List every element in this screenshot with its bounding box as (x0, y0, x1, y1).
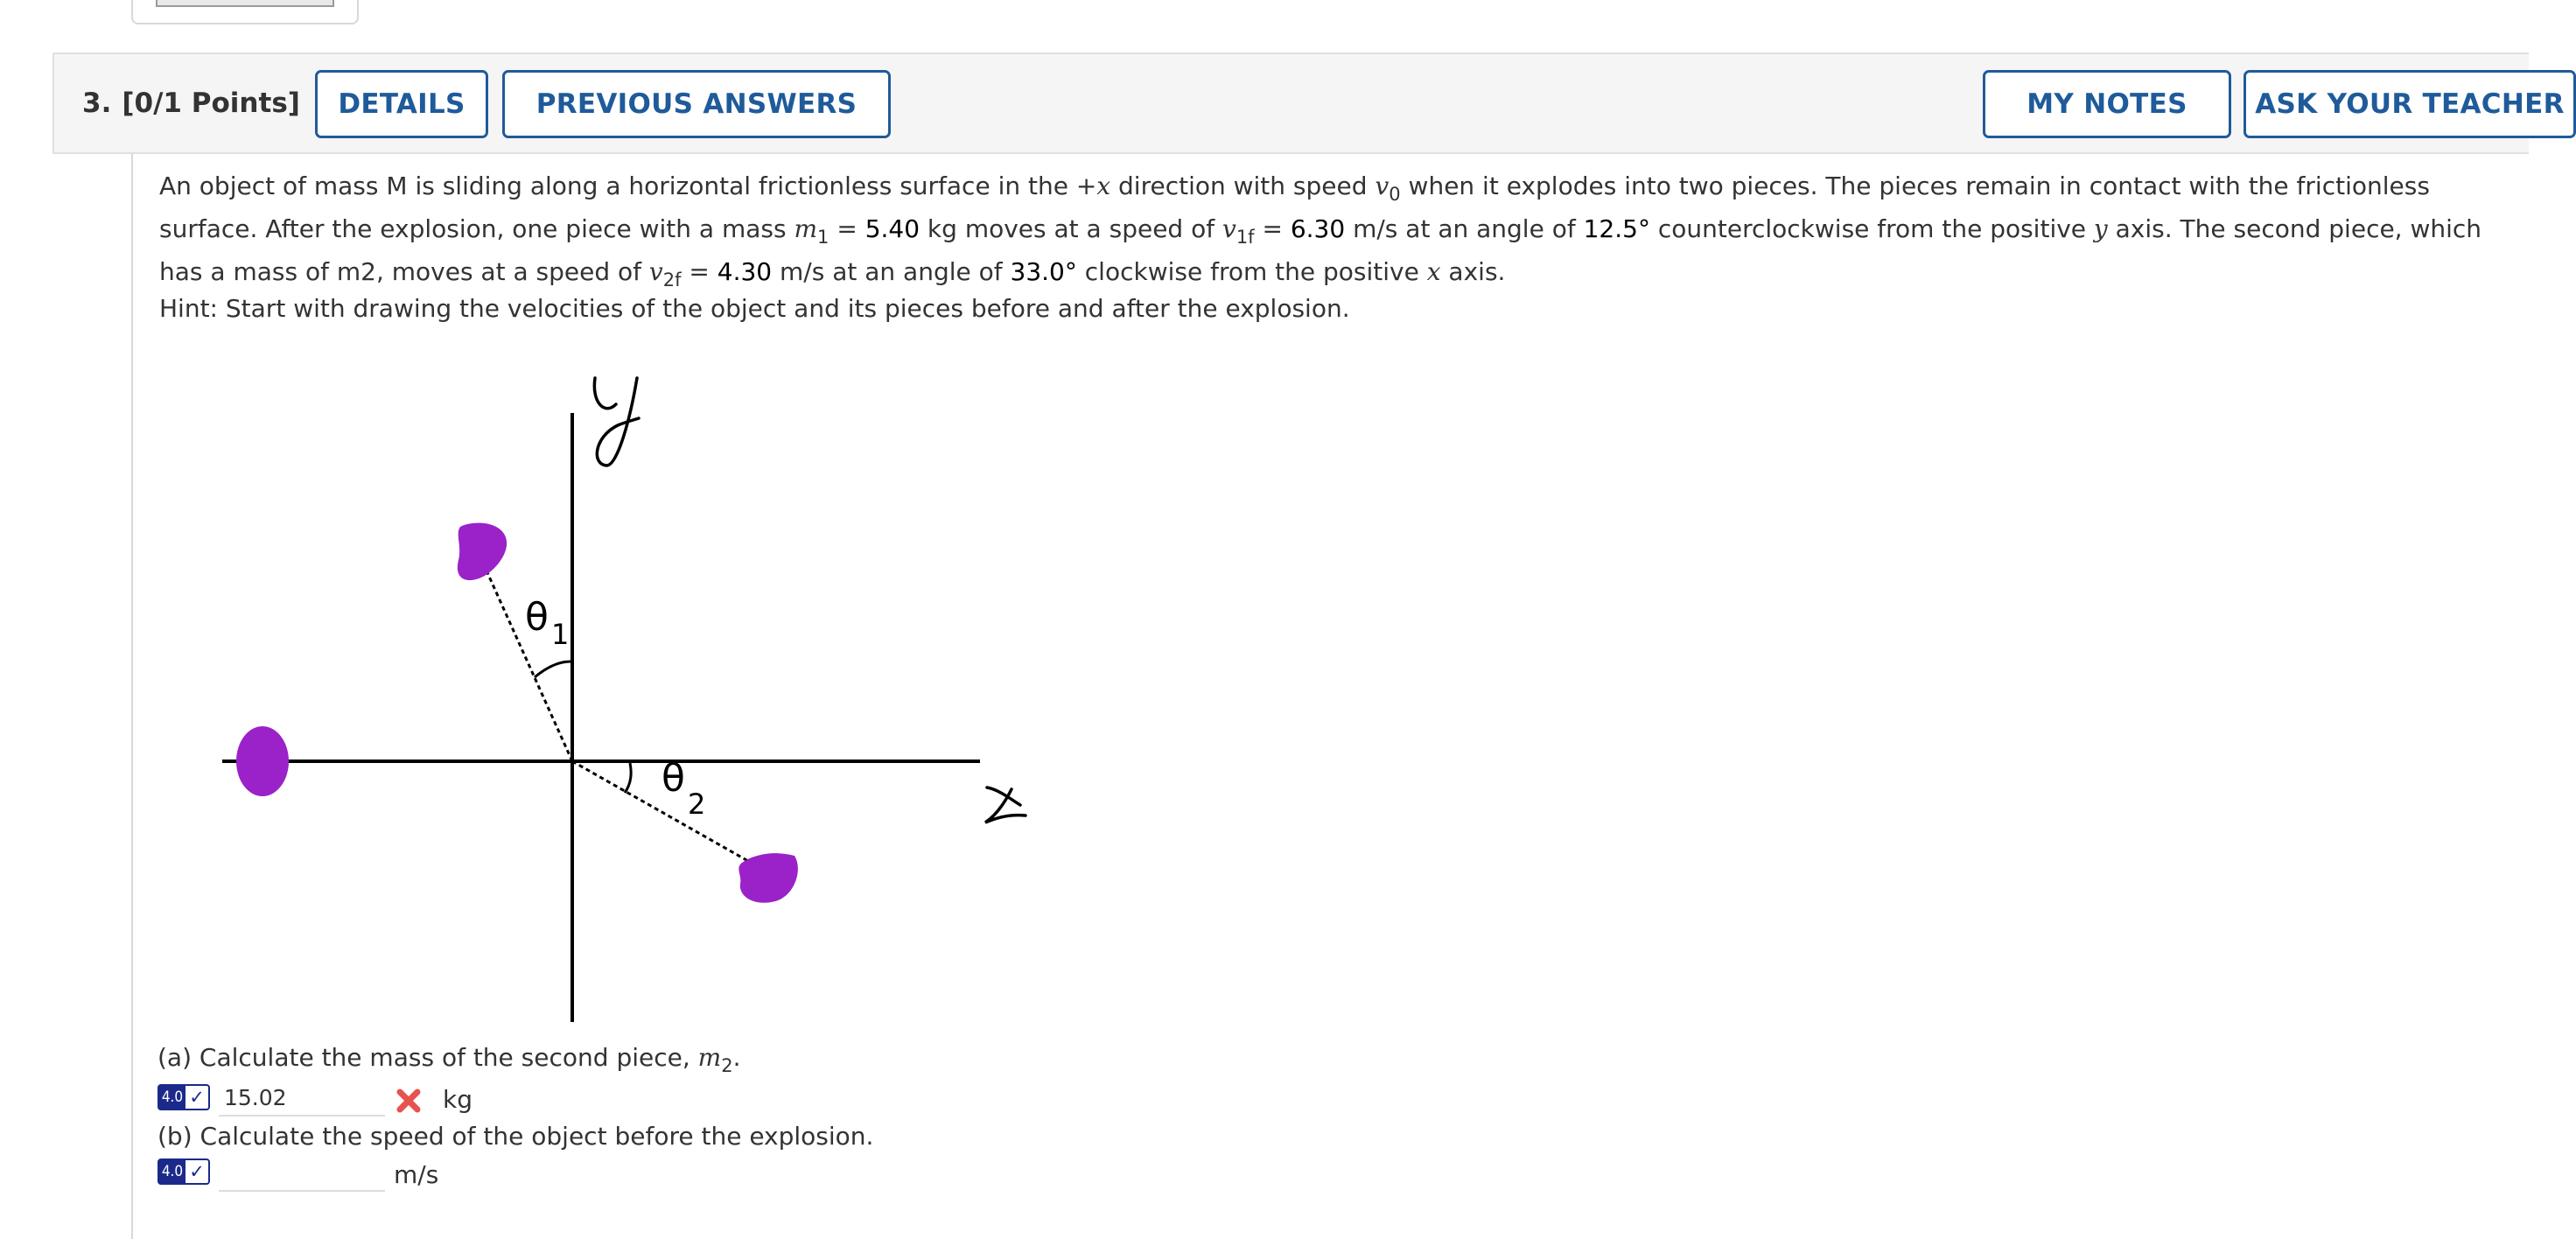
problem-text: m/s at an angle of (772, 257, 1011, 286)
theta2-arc (625, 763, 631, 793)
details-button[interactable]: DETAILS (315, 70, 488, 138)
x-axis-label: x (994, 805, 995, 806)
check-icon: ✓ (189, 1087, 205, 1108)
subscript: 0 (1389, 184, 1401, 205)
problem-text: An object of mass M is sliding along a horizontal frictionless surface in the + (159, 172, 1097, 200)
problem-text: axis. (1440, 257, 1506, 286)
part-b-unit: m/s (394, 1160, 439, 1189)
var-m: m (794, 214, 818, 243)
y-axis-label-glyph (594, 378, 639, 466)
var-m: m (697, 1043, 722, 1072)
part-b-answer-input[interactable] (219, 1155, 385, 1192)
v1f-value: 6.30 (1290, 214, 1346, 243)
part-a-end: . (732, 1043, 741, 1072)
question-points: [0/1 Points] (122, 88, 300, 119)
problem-text: m/s at an angle of (1345, 214, 1584, 243)
problem-text: counterclockwise from the positive (1649, 214, 2094, 243)
var-v: v (648, 257, 663, 286)
question-number: 3. (82, 88, 112, 119)
theta1-subscript: 1 (551, 618, 570, 651)
hint-text: Hint: Start with drawing the velocities of the object and its pieces before and after the explosion. (159, 294, 1350, 323)
badge-number: 4.0 (159, 1086, 186, 1109)
part-a-text: (a) Calculate the mass of the second piece, (158, 1043, 698, 1072)
problem-text: = (681, 257, 718, 286)
var-x: x (1096, 172, 1111, 200)
part-b-prompt: (b) Calculate the speed of the object before the explosion. (158, 1122, 874, 1151)
stub-bar (156, 0, 334, 7)
previous-answers-button[interactable]: PREVIOUS ANSWERS (502, 70, 891, 138)
original-object-blob (236, 726, 289, 796)
var-v: v (1222, 214, 1236, 243)
piece1-blob (458, 523, 507, 581)
theta1-arc (535, 662, 572, 677)
part-a-unit: kg (443, 1085, 472, 1114)
problem-text: direction with speed (1110, 172, 1376, 200)
badge-number: 4.0 (159, 1160, 186, 1183)
var-x: x (1426, 257, 1441, 286)
m1-value: 5.40 (864, 214, 920, 243)
theta2-symbol: θ (662, 756, 685, 801)
piece1-velocity-dashed (478, 551, 572, 761)
problem-text: axis. The second piece, which has a mass of m2, moves at a speed of (159, 214, 2482, 286)
previous-question-stub (131, 0, 359, 24)
part-a-answer-input[interactable] (219, 1080, 385, 1116)
x-axis-label-glyph (985, 788, 1026, 822)
subscript: 2 (721, 1055, 733, 1076)
explosion-diagram (206, 368, 1046, 1032)
subscript: 1f (1236, 227, 1255, 248)
theta1-symbol: θ (525, 595, 549, 640)
angle2-value: 33.0° (1010, 257, 1077, 286)
problem-text: = (1254, 214, 1291, 243)
problem-text: clockwise from the positive (1076, 257, 1427, 286)
var-v: v (1375, 172, 1390, 200)
piece2-blob (738, 853, 798, 903)
question-header (52, 52, 2565, 154)
subscript: 1 (817, 227, 830, 248)
v2f-value: 4.30 (717, 257, 773, 286)
my-notes-button[interactable]: MY NOTES (1983, 70, 2231, 138)
problem-text: = (829, 214, 865, 243)
check-icon: ✓ (189, 1161, 205, 1182)
var-y: y (2093, 214, 2108, 243)
problem-text: kg moves at a speed of (920, 214, 1222, 243)
problem-text: when it explodes into two pieces. The pieces remain in contact with the frictionless surface. After the explosion, one piece with a mass (159, 172, 2430, 243)
problem-statement (159, 164, 2487, 293)
question-label (82, 88, 300, 119)
ask-your-teacher-button[interactable]: ASK YOUR TEACHER (2244, 70, 2576, 138)
angle1-value: 12.5° (1583, 214, 1650, 243)
theta2-subscript: 2 (688, 788, 706, 821)
subscript: 2f (662, 270, 682, 290)
